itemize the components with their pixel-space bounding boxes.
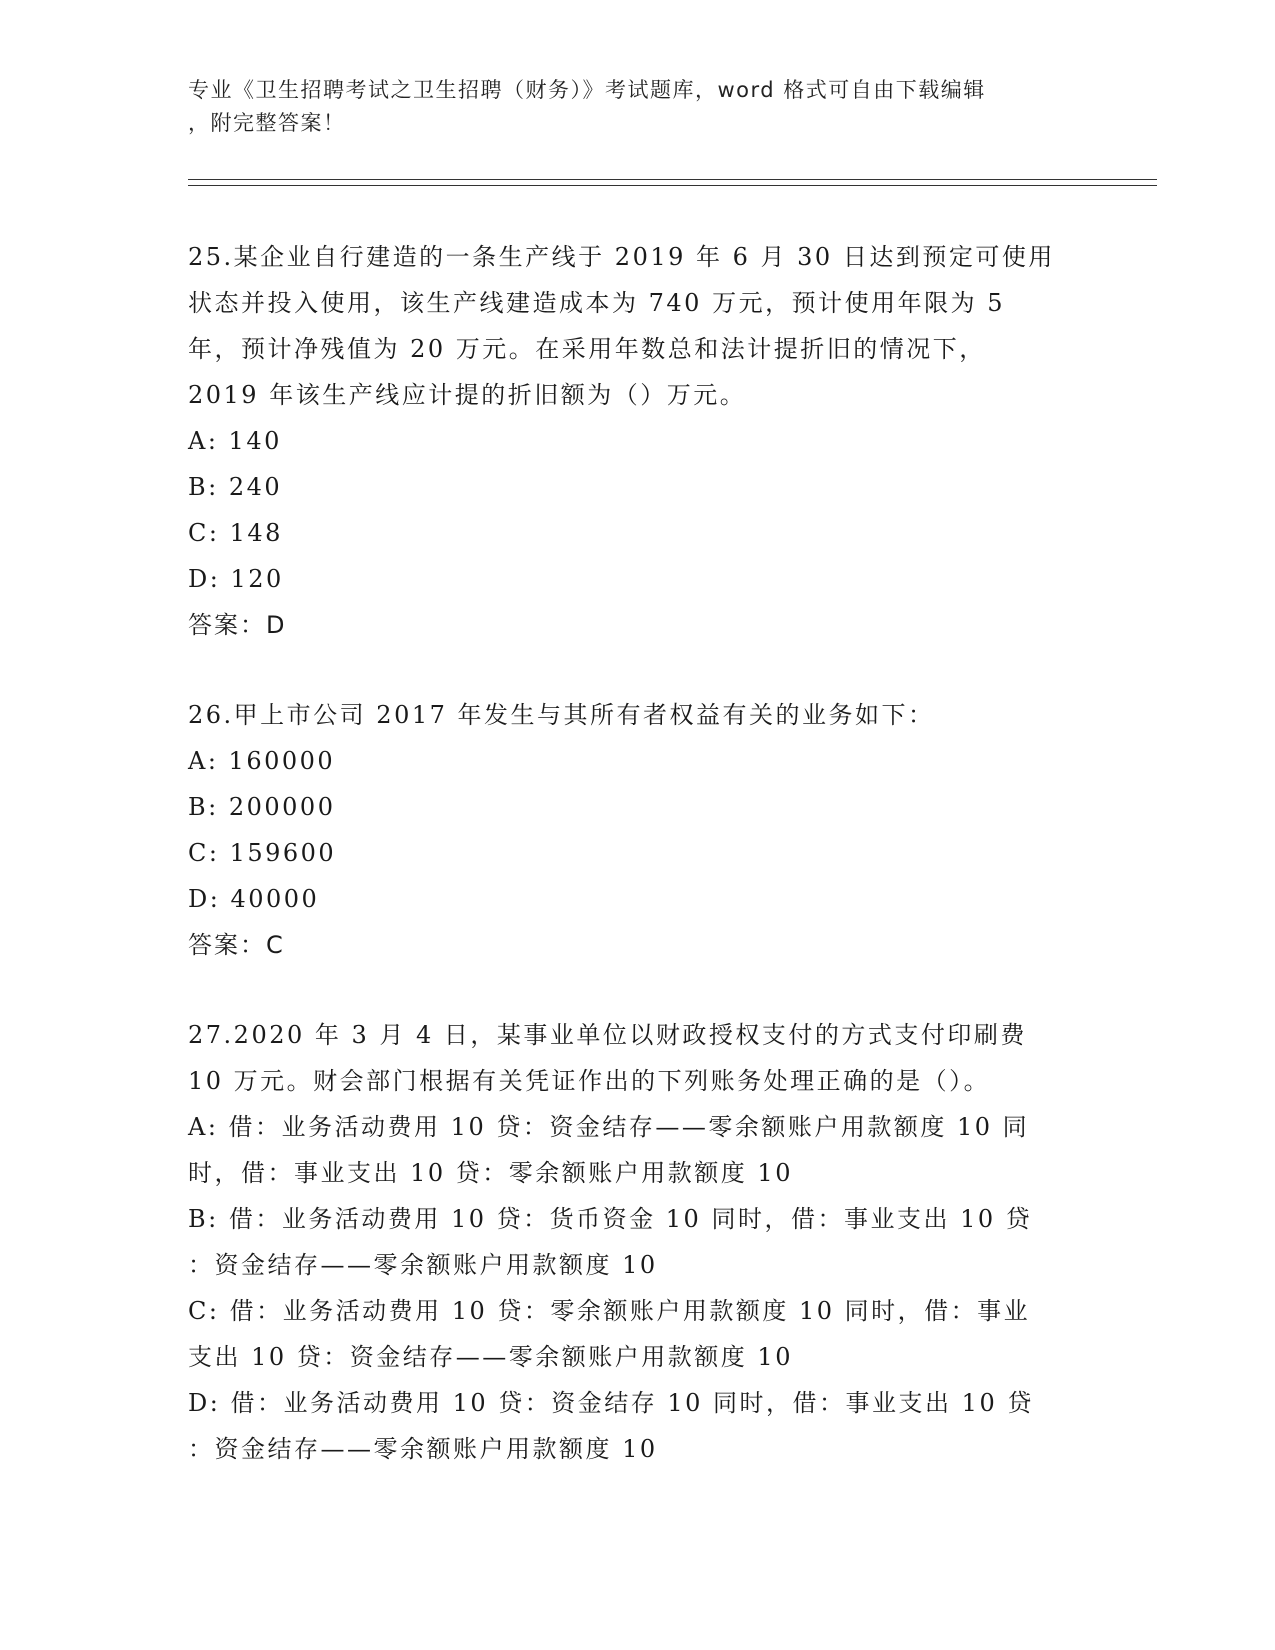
question-stem-line: 状态并投入使用，该生产线建造成本为 740 万元，预计使用年限为 5 bbox=[188, 289, 1005, 317]
option-d: D: 40000 bbox=[188, 885, 320, 913]
question-spacer bbox=[188, 648, 1088, 692]
option-b: B: 200000 bbox=[188, 793, 336, 821]
option-c: C: 159600 bbox=[188, 839, 337, 867]
option-a: A: 140 bbox=[188, 427, 282, 455]
question-stem-line: 25.某企业自行建造的一条生产线于 2019 年 6 月 30 日达到预定可使用 bbox=[188, 243, 1055, 271]
question-25 bbox=[188, 234, 1088, 648]
option-d: D: 借：业务活动费用 10 贷：资金结存 10 同时，借：事业支出 10 贷 bbox=[188, 1389, 1034, 1417]
question-26 bbox=[188, 692, 1088, 968]
option-b: B: 240 bbox=[188, 473, 283, 501]
question-stem-line: 27.2020 年 3 月 4 日，某事业单位以财政授权支付的方式支付印刷费 bbox=[188, 1021, 1027, 1049]
option-b: B: 借：业务活动费用 10 贷：货币资金 10 同时，借：事业支出 10 贷 bbox=[188, 1205, 1033, 1233]
option-d: D: 120 bbox=[188, 565, 284, 593]
header-divider-top bbox=[188, 179, 1157, 180]
option-c: C: 借：业务活动费用 10 贷：零余额账户用款额度 10 同时，借：事业 bbox=[188, 1297, 1031, 1325]
option-d-continued: ：资金结存——零余额账户用款额度 10 bbox=[188, 1435, 658, 1463]
question-list bbox=[188, 234, 1088, 1472]
answer-line: 答案：C bbox=[188, 931, 285, 959]
question-stem-line: 年，预计净残值为 20 万元。在采用年数总和法计提折旧的情况下， bbox=[188, 335, 986, 363]
question-stem-line: 2019 年该生产线应计提的折旧额为（）万元。 bbox=[188, 381, 747, 409]
option-c: C: 148 bbox=[188, 519, 283, 547]
answer-line: 答案：D bbox=[188, 611, 287, 639]
question-stem-line: 26.甲上市公司 2017 年发生与其所有者权益有关的业务如下： bbox=[188, 701, 935, 729]
option-b-continued: ：资金结存——零余额账户用款额度 10 bbox=[188, 1251, 658, 1279]
option-c-continued: 支出 10 贷：资金结存——零余额账户用款额度 10 bbox=[188, 1343, 793, 1371]
option-a: A: 160000 bbox=[188, 747, 336, 775]
option-a: A: 借：业务活动费用 10 贷：资金结存——零余额账户用款额度 10 同 bbox=[188, 1113, 1030, 1141]
question-spacer bbox=[188, 968, 1088, 1012]
document-header bbox=[188, 74, 1088, 140]
question-stem-line: 10 万元。财会部门根据有关凭证作出的下列账务处理正确的是（）。 bbox=[188, 1067, 991, 1095]
header-line: ，附完整答案！ bbox=[188, 111, 346, 135]
option-a-continued: 时，借：事业支出 10 贷：零余额账户用款额度 10 bbox=[188, 1159, 793, 1187]
header-divider-bottom bbox=[188, 185, 1157, 186]
question-27 bbox=[188, 1012, 1088, 1472]
header-line: 专业《卫生招聘考试之卫生招聘（财务）》考试题库，word 格式可自由下载编辑 bbox=[188, 78, 986, 102]
